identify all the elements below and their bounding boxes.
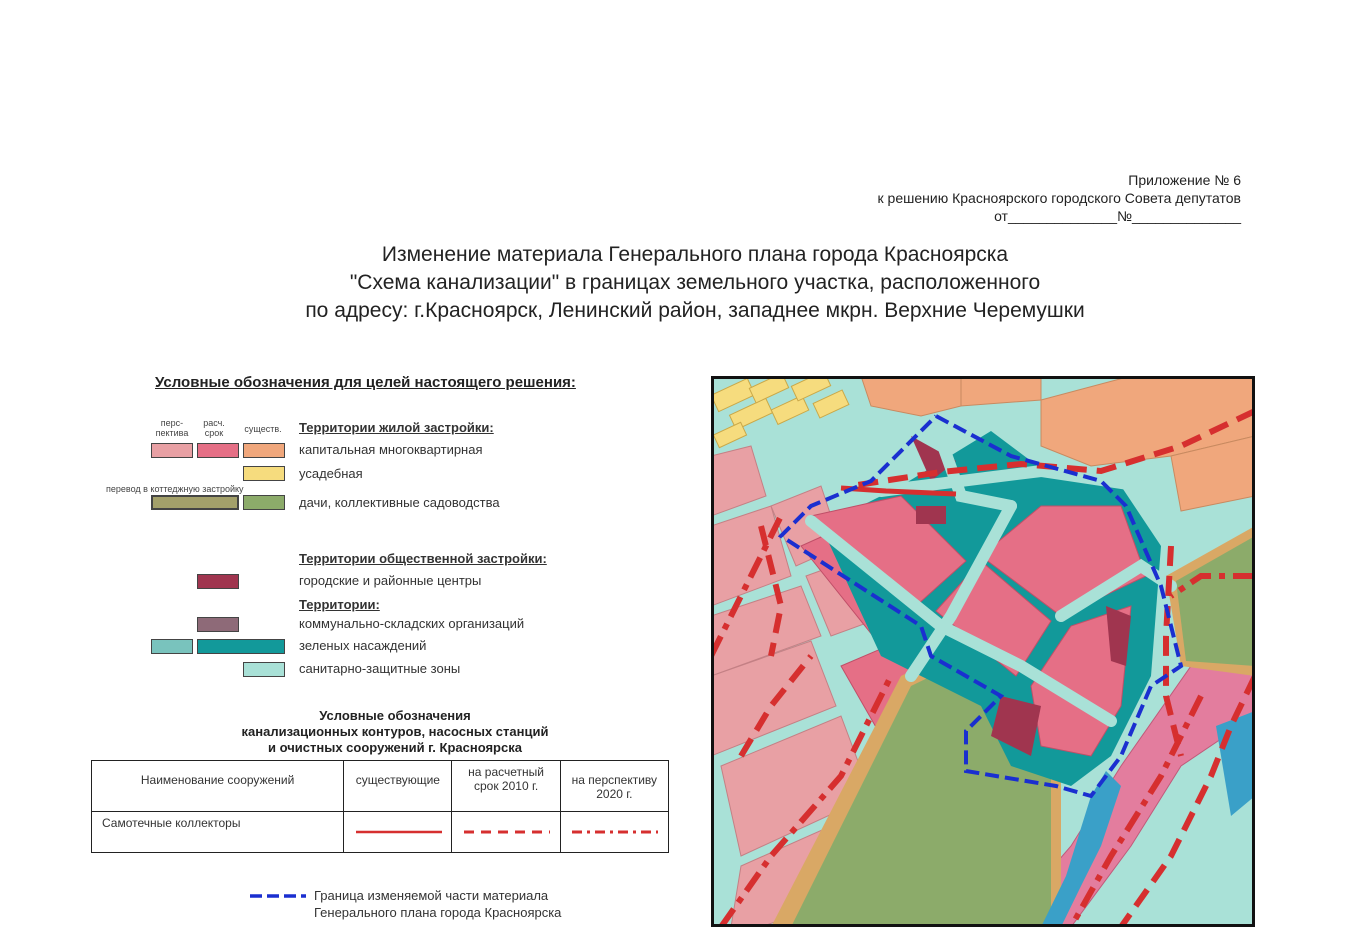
sewer-legend-line-1: Условные обозначения (319, 708, 471, 723)
appendix-number: Приложение № 6 (1128, 172, 1241, 188)
page-title-line-1: Изменение материала Генерального плана города Красноярска (381, 243, 1009, 266)
legend-label-dacha: дачи, коллективные садоводства (299, 495, 500, 510)
swatch-dacha (243, 495, 285, 510)
legend-label-utility: коммунально-складских организаций (299, 616, 525, 631)
legend-heading: Условные обозначения для целей настоящего решения: (155, 374, 576, 391)
swatch-residential-calc (197, 443, 239, 458)
legend-label-green: зеленых насаждений (299, 638, 427, 653)
sewer-map (711, 376, 1255, 927)
swatch-green-perspective (151, 639, 193, 654)
territories-heading: Территории: (299, 597, 380, 612)
swatch-residential-existing (243, 443, 285, 458)
th-name: Наименование сооружений (92, 761, 344, 812)
line-existing-icon (352, 816, 444, 836)
line-perspective-cell (560, 811, 668, 852)
legend-label-capital: капитальная многоквартирная (299, 442, 483, 457)
swatch-sanitary (243, 662, 285, 677)
swatch-centers (197, 574, 239, 589)
col-label-perspective: перс- пектива (155, 418, 189, 438)
swatch-manor (243, 466, 285, 481)
line-calc-cell (452, 811, 560, 852)
swatch-dacha-cottage (151, 495, 239, 510)
public-heading: Территории общественной застройки: (299, 551, 547, 566)
cottage-note: перевод в коттеджную застройку (106, 484, 244, 494)
th-existing: существующие (344, 761, 452, 812)
line-calc-icon (460, 816, 552, 836)
th-perspective: на перспективу 2020 г. (560, 761, 668, 812)
boundary-legend-line-2: Генерального плана города Красноярска (314, 905, 562, 920)
boundary-line-icon (250, 890, 306, 902)
line-existing-cell (344, 811, 452, 852)
boundary-legend-line-1: Граница изменяемой части материала (314, 888, 549, 903)
residential-heading: Территории жилой застройки: (299, 420, 494, 435)
th-calc: на расчетный срок 2010 г. (452, 761, 560, 812)
sewer-legend-table (91, 760, 669, 853)
appendix-date-number: от______________№______________ (994, 208, 1241, 224)
sewer-legend-line-3: и очистных сооружений г. Красноярска (268, 740, 522, 755)
swatch-residential-perspective (151, 443, 193, 458)
swatch-green-calc (197, 639, 285, 654)
page-title-line-3: по адресу: г.Красноярск, Ленинский район, западнее мкрн. Верхние Черемушки (305, 299, 1085, 322)
sewer-legend-line-2: канализационных контуров, насосных станций (241, 724, 549, 739)
row-gravity-collectors: Самотечные коллекторы (92, 811, 344, 852)
col-label-existing: существ. (244, 424, 282, 434)
legend-label-manor: усадебная (299, 466, 363, 481)
legend-label-centers: городские и районные центры (299, 573, 482, 588)
col-label-calc: расч. срок (203, 418, 225, 438)
appendix-decision: к решению Красноярского городского Совета депутатов (877, 190, 1241, 206)
legend-label-sanitary: санитарно-защитные зоны (299, 661, 461, 676)
swatch-utility (197, 617, 239, 632)
line-perspective-icon (568, 816, 660, 836)
page-title-line-2: "Схема канализации" в границах земельного участка, расположенного (349, 271, 1041, 294)
